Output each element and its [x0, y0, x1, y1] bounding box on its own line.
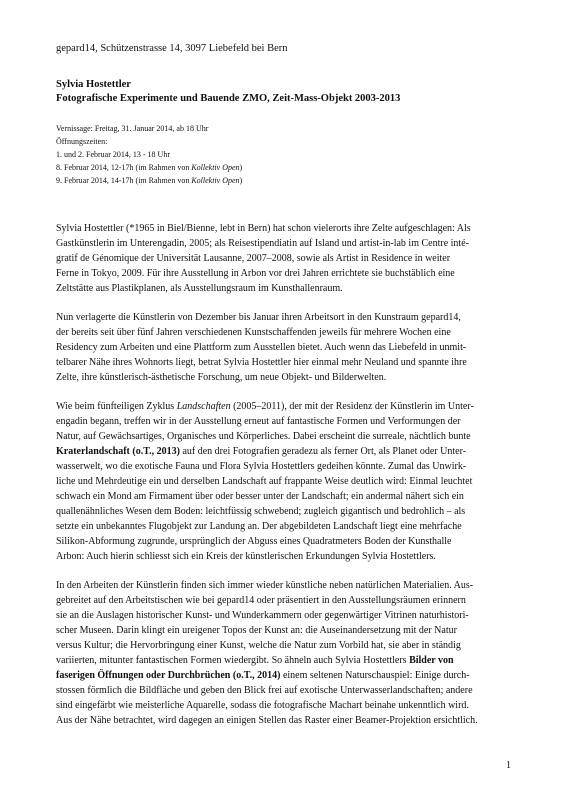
hours-label: Öffnungszeiten:: [56, 137, 108, 146]
hours-line-3-text: 9. Februar 2014, 14-17h (im Rahmen von: [56, 176, 192, 185]
exhibition-title: Fotografische Experimente und Bauende ZMO, Zeit-Mass-Objekt 2003-2013: [56, 93, 401, 104]
paragraph-line: versus Kultur; die Hervorbringung einer Kunst, welche die Natur zum Vorbild hat, sie aber in ständig: [56, 640, 461, 651]
text-run: einem seltenen Naturschauspiel: Einige durch-: [280, 670, 470, 681]
paragraph-line: engadin begann, treffen wir in der Ausstellung erneut auf fantastische Formen und Verformungen der: [56, 416, 461, 427]
text-run: Wie beim fünfteiligen Zyklus: [56, 401, 177, 412]
paragraph-line: stossen förmlich die Bildfläche und geben den Blick frei auf exotische Unterwasserlandschaften; andere: [56, 685, 473, 696]
paragraph-line: Aus der Nähe betrachtet, wird dagegen an einigen Stellen das Raster einer Beamer-Projektion ersichtlich.: [56, 715, 478, 726]
text-run: variierten, mitunter fantastischen Formen wiedergibt. So ähneln auch Sylvia Hostettlers: [56, 655, 410, 666]
paragraph-line: sind eingefärbt wie meisterliche Aquarelle, sodass die fotografische Machart beinahe unkenntlich wird.: [56, 700, 469, 711]
paragraph-line: In den Arbeiten der Künstlerin finden sich immer wieder künstliche neben natürlichen Materialien. Aus-: [56, 580, 474, 591]
paragraph-line: [56, 668, 512, 683]
paragraph-line: Residency zum Arbeiten und eine Plattform zum Ausstellen bietet. Auch wenn das Liebefeld in unmit-: [56, 342, 467, 353]
hours-line-2-close: ): [239, 163, 243, 172]
paragraph-2: [56, 310, 512, 385]
paragraph-line: [56, 653, 512, 668]
vernissage-line: Vernissage: Freitag, 31. Januar 2014, ab 18 Uhr: [56, 124, 209, 133]
artist-name: Sylvia Hostettler: [56, 79, 131, 90]
paragraph-line: Zeltstätte aus Plastikplanen, als Ausstellungsraum im Kunsthallenraum.: [56, 283, 343, 294]
paragraph-line: Sylvia Hostettler (*1965 in Biel/Bienne, lebt in Bern) hat schon vielerorts ihre Zelte aufgeschlagen: Als: [56, 223, 471, 234]
paragraph-3: [56, 399, 512, 564]
paragraph-line: Zelte, ihre künstlerisch-ästhetische Forschung, um neue Objekt- und Bilderwelten.: [56, 372, 387, 383]
paragraph-line: [56, 399, 512, 414]
paragraph-line: telbarer Nähe ihres Wohnorts liegt, betrat Sylvia Hostettler hier einmal mehr Neuland und spannte ihre: [56, 357, 467, 368]
hours-line-2-text: 8. Februar 2014, 12-17h (im Rahmen von: [56, 163, 192, 172]
text-run: (2005–2011), der mit der Residenz der Künstlerin im Unter-: [230, 401, 474, 412]
paragraph-line: gebreitet auf den Arbeitstischen wie bei gepard14 oder präsentiert in den Ausstellungsräumen erinnern: [56, 595, 466, 606]
paragraph-line: sie an die Auslagen historischer Kunst- und Wunderkammern oder gegenwärtiger Vitrinen naturhistori-: [56, 610, 469, 621]
paragraph-line: Natur, auf Gewächsartiges, Organisches und Körperliches. Dabei erscheint die surreale, nächtlich bunte: [56, 431, 471, 442]
paragraph-line: setzte ein unbekanntes Flugobjekt zur Landung an. Der abgebildeten Landschaft liegt eine mehrfache: [56, 521, 462, 532]
paragraph-line: gratif de Génomique der Universität Lausanne, 2007–2008, sowie als Artist in Residence in weiter: [56, 253, 451, 264]
page-number: 1: [506, 760, 511, 771]
exhibition-info: [56, 122, 512, 187]
work-title-oeffnungen: faserigen Öffnungen oder Durchbrüchen (o.T., 2014): [56, 670, 281, 681]
title-block: [56, 78, 512, 106]
paragraph-line: quallenähnliches Wesen dem Boden: leichtfüssig schwebend; zugleich gigantisch und bedrohlich – als: [56, 506, 466, 517]
address-line: gepard14, Schützenstrasse 14, 3097 Liebefeld bei Bern: [56, 43, 288, 54]
paragraph-line: liche und Mehrdeutige ein und derselben Landschaft auf frappante Weise deutlich wird: Einmal leuchtet: [56, 476, 473, 487]
hours-line-3-close: ): [239, 176, 243, 185]
paragraph-line: Nun verlagerte die Künstlerin von Dezember bis Januar ihren Arbeitsort in den Kunstraum gepard14,: [56, 312, 461, 323]
paragraph-line: Gastkünstlerin im Unterengadin, 2005; als Reisestipendiatin auf Island und artist-in-lab im Centre inté-: [56, 238, 469, 249]
paragraph-line: wasserwelt, wo die exotische Fauna und Flora Sylvia Hostettlers gedeihen könnte. Zumal das Unwirk-: [56, 461, 467, 472]
paragraph-line: der bereits seit über fünf Jahren verschiedenen Kunstschaffenden jeweils für mehrere Wochen eine: [56, 327, 451, 338]
work-title-landschaften: Landschaften: [176, 401, 231, 412]
text-run: auf den drei Fotografien geradezu als ferner Ort, als Planet oder Unter-: [179, 446, 467, 457]
work-title-kraterlandschaft: Kraterlandschaft (o.T., 2013): [56, 446, 180, 457]
paragraph-line: Arbon: Auch hierin schliesst sich ein Kreis der künstlerischen Erkundungen Sylvia Hostettlers.: [56, 551, 436, 562]
paragraph-1: [56, 221, 512, 296]
paragraph-line: [56, 444, 512, 459]
paragraph-line: Silikon-Abformung zugrunde, ursprünglich der Abguss eines Quadratmeters Boden der Kunsthalle: [56, 536, 452, 547]
work-title-bilder: Bilder von: [409, 655, 454, 666]
paragraph-line: schwach ein Mond am Firmament über oder besser unter der Landschaft; ein andermal nähert sich ein: [56, 491, 464, 502]
hours-line-2: [56, 161, 512, 174]
paragraph-4: [56, 578, 512, 728]
hours-line-2-event: Kollektiv Open: [191, 163, 240, 172]
hours-line-3-event: Kollektiv Open: [191, 176, 240, 185]
paragraph-line: Ferne in Tokyo, 2009. Für ihre Ausstellung in Arbon vor drei Jahren errichtete sie buchstäblich eine: [56, 268, 455, 279]
document-page: [56, 42, 512, 742]
paragraph-line: scher Museen. Darin klingt ein ureigener Topos der Kunst an: die Auseinandersetzung mit der Natur: [56, 625, 457, 636]
hours-line-1: 1. und 2. Februar 2014, 13 - 18 Uhr: [56, 150, 170, 159]
hours-line-3: [56, 174, 512, 187]
